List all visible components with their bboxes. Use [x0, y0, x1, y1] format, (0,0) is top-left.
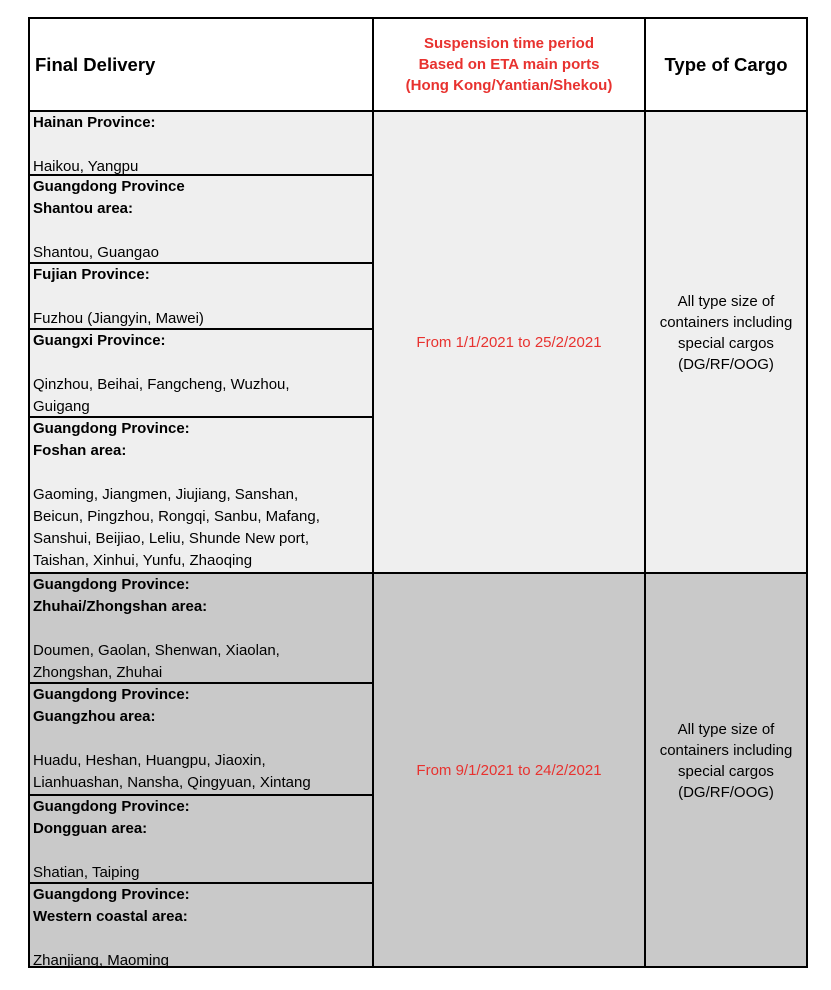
region-places: Huadu, Heshan, Huangpu, Jiaoxin,: [33, 752, 266, 769]
region-places: Lianhuashan, Nansha, Qingyuan, Xintang: [33, 774, 311, 791]
region-places: Shantou, Guangao: [33, 244, 159, 261]
region-places: Haikou, Yangpu: [33, 158, 139, 175]
cargo-type-line: All type size of: [677, 721, 775, 738]
cargo-type-cell-group-2: [646, 574, 806, 966]
suspension-table: [28, 17, 808, 968]
region-guangzhou: [30, 682, 372, 794]
cargo-type-cell-group-1: [646, 112, 806, 572]
region-places: Shatian, Taiping: [33, 864, 140, 881]
region-title: Guangdong Province:: [33, 576, 190, 593]
cargo-type-line: (DG/RF/OOG): [678, 356, 774, 373]
region-hainan: [30, 112, 372, 174]
cargo-type-line: containers including: [659, 742, 793, 759]
header-type-of-cargo: [646, 19, 806, 110]
table-group-1: [30, 112, 806, 572]
cargo-type-line: special cargos: [678, 763, 774, 780]
region-title: Guangdong Province:: [33, 798, 190, 815]
cargo-type-line: (DG/RF/OOG): [678, 784, 774, 801]
region-western-coastal: [30, 882, 372, 968]
region-places: Gaoming, Jiangmen, Jiujiang, Sanshan,: [33, 486, 299, 503]
region-subtitle: Dongguan area:: [33, 820, 148, 837]
header-suspension-period: [374, 19, 646, 110]
region-places: Beicun, Pingzhou, Rongqi, Sanbu, Mafang,: [33, 508, 320, 525]
cargo-type-line: special cargos: [678, 335, 774, 352]
region-subtitle: Zhuhai/Zhongshan area:: [33, 598, 208, 615]
region-fujian: [30, 262, 372, 328]
header-suspension-line: Suspension time period: [423, 35, 595, 52]
region-places: Qinzhou, Beihai, Fangcheng, Wuzhou,: [33, 376, 290, 393]
region-zhuhai-zhongshan: [30, 574, 372, 682]
header-suspension-line: Based on ETA main ports: [418, 56, 600, 73]
region-dongguan: [30, 794, 372, 882]
header-suspension-line: (Hong Kong/Yantian/Shekou): [405, 77, 613, 94]
region-subtitle: Shantou area:: [33, 200, 134, 217]
region-places: Fuzhou (Jiangyin, Mawei): [33, 310, 204, 327]
region-title: Guangdong Province:: [33, 420, 190, 437]
suspension-period-cell-group-1: [374, 112, 646, 572]
header-final-delivery: [30, 19, 374, 110]
final-delivery-cell-group-1: [30, 112, 374, 572]
region-places: Sanshui, Beijiao, Leliu, Shunde New port,: [33, 530, 310, 547]
region-places: Taishan, Xinhui, Yunfu, Zhaoqing: [33, 552, 253, 569]
suspension-period-text: From 1/1/2021 to 25/2/2021: [416, 333, 602, 351]
suspension-period-text: From 9/1/2021 to 24/2/2021: [416, 761, 602, 779]
region-places: Doumen, Gaolan, Shenwan, Xiaolan,: [33, 642, 280, 659]
region-title: Guangdong Province: [33, 178, 185, 195]
suspension-period-cell-group-2: [374, 574, 646, 966]
region-title: Hainan Province:: [33, 114, 156, 131]
region-subtitle: Western coastal area:: [33, 908, 188, 925]
region-title: Guangxi Province:: [33, 332, 166, 349]
region-places: Guigang: [33, 398, 90, 415]
region-foshan: [30, 416, 372, 572]
region-title: Guangdong Province:: [33, 886, 190, 903]
cargo-type-line: All type size of: [677, 293, 775, 310]
region-guangxi: [30, 328, 372, 416]
table-group-2: [30, 572, 806, 969]
region-subtitle: Guangzhou area:: [33, 708, 156, 725]
region-places: Zhanjiang, Maoming: [33, 952, 169, 969]
header-type-of-cargo-label: Type of Cargo: [664, 53, 788, 75]
region-title: Guangdong Province:: [33, 686, 190, 703]
region-subtitle: Foshan area:: [33, 442, 127, 459]
region-title: Fujian Province:: [33, 266, 150, 283]
region-places: Zhongshan, Zhuhai: [33, 664, 163, 681]
region-shantou: [30, 174, 372, 262]
header-final-delivery-label: Final Delivery: [35, 53, 156, 75]
final-delivery-cell-group-2: [30, 574, 374, 969]
cargo-type-line: containers including: [659, 314, 793, 331]
